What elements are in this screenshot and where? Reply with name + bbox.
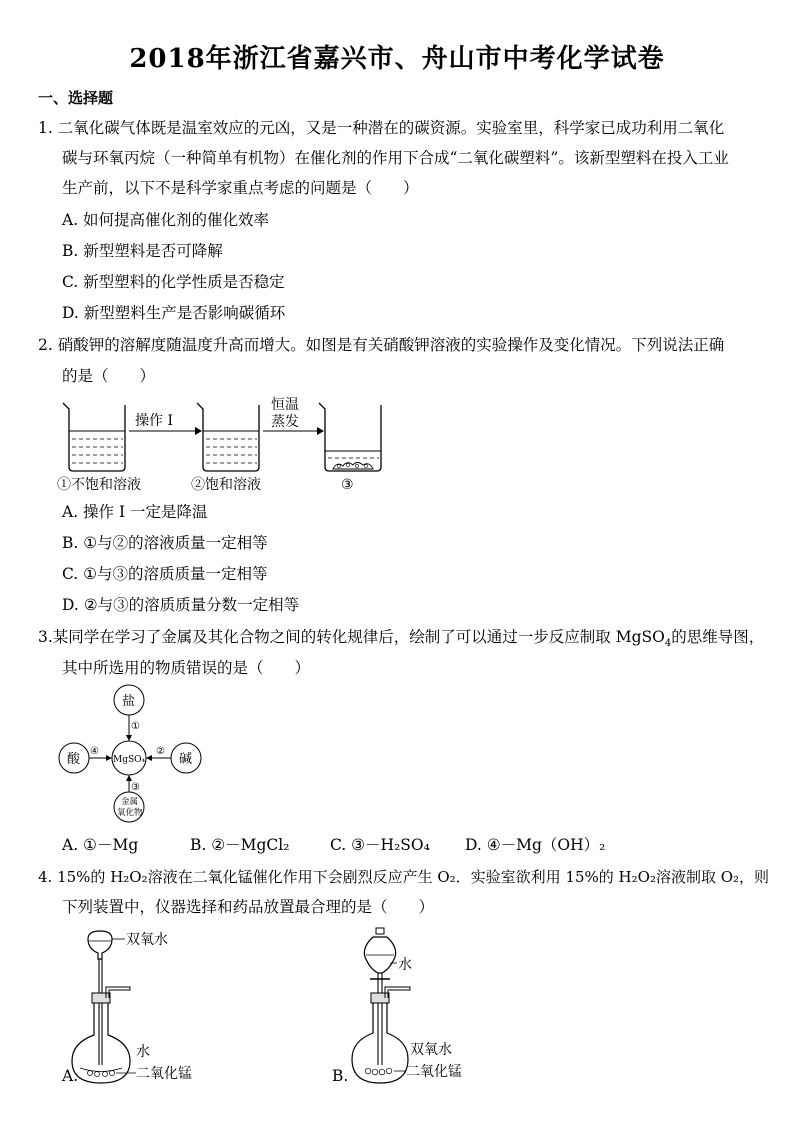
b-label-mno2: 二氧化锰 [406, 1064, 462, 1080]
beaker-2-label: ②饱和溶液 [191, 477, 261, 493]
q2-line-1: 2. 硝酸钾的溶解度随温度升高而增大。如图是有关硝酸钾溶液的实验操作及变化情况。下列说法正确 [38, 336, 725, 354]
q3-option-a: A. ①－Mg [62, 836, 139, 854]
page-title: 2018年浙江省嘉兴市、舟山市中考化学试卷 [129, 44, 665, 74]
svg-text:碱: 碱 [179, 752, 193, 767]
op1-label: 操作 I [135, 413, 173, 429]
svg-text:MgSO₄: MgSO₄ [113, 755, 146, 765]
beaker-2 [197, 403, 259, 471]
q4-line-2: 下列装置中，仪器选择和药品放置最合理的是（ ） [62, 898, 435, 916]
beaker-3 [319, 403, 381, 471]
q1-option-b: B. 新型塑料是否可降解 [62, 242, 223, 260]
op2-label-2: 蒸发 [271, 414, 299, 430]
q2-option-b: B. ①与②的溶液质量一定相等 [62, 534, 268, 552]
apparatus-a [50, 925, 230, 1085]
apparatus-a-letter: A. [62, 1067, 79, 1085]
b-label-water: 水 [398, 957, 412, 973]
svg-text:②: ② [156, 746, 165, 757]
beaker-3-label: ③ [341, 477, 354, 493]
svg-text:氧化物: 氧化物 [117, 808, 143, 818]
apparatus-b-letter: B. [332, 1067, 349, 1085]
b-label-h2o2: 双氧水 [410, 1042, 452, 1058]
q3-line-1: 3.某同学在学习了金属及其化合物之间的转化规律后，绘制了可以通过一步反应制取 MgSO$_4$的思维导图， [38, 628, 765, 650]
beaker-1 [63, 403, 125, 471]
q1-option-a: A. 如何提高催化剂的催化效率 [62, 211, 270, 229]
q3-line-2: 其中所选用的物质错误的是（ ） [62, 659, 311, 677]
svg-text:酸: 酸 [67, 752, 81, 767]
a-label-water: 水 [136, 1044, 150, 1060]
section-heading: 一、选择题 [38, 89, 114, 107]
q2-beaker-figure [55, 395, 385, 495]
svg-text:③: ③ [131, 782, 140, 793]
q3-option-d: D. ④－Mg（OH）₂ [465, 836, 606, 854]
q2-line-2: 的是（ ） [62, 367, 156, 385]
svg-text:①: ① [131, 721, 140, 732]
apparatus-b [340, 925, 520, 1085]
q3-option-b: B. ②－MgCl₂ [190, 836, 290, 854]
q1-line-3: 生产前，以下不是科学家重点考虑的问题是（ ） [62, 179, 419, 197]
q1-line-1: 1. 二氧化碳气体既是温室效应的元凶，又是一种潜在的碳资源。实验室里，科学家已成功利用二氧化 [38, 119, 725, 137]
a-label-h2o2: 双氧水 [126, 932, 168, 948]
q1-line-2: 碳与环氧丙烷（一种简单有机物）在催化剂的作用下合成“二氧化碳塑料”。该新型塑料在投入工业 [62, 149, 729, 167]
svg-text:金属: 金属 [121, 797, 139, 807]
beaker-1-label: ①不饱和溶液 [57, 477, 141, 493]
q2-option-d: D. ②与③的溶质质量分数一定相等 [62, 596, 300, 614]
op2-label-1: 恒温 [271, 397, 299, 413]
a-label-mno2: 二氧化锰 [136, 1066, 192, 1082]
q1-option-d: D. 新型塑料生产是否影响碳循环 [62, 304, 286, 322]
q3-option-c: C. ③－H₂SO₄ [330, 836, 430, 854]
q3-mind-map [52, 682, 212, 827]
q1-option-c: C. 新型塑料的化学性质是否稳定 [62, 273, 285, 291]
svg-text:盐: 盐 [122, 694, 136, 709]
q4-line-1: 4. 15%的 H₂O₂溶液在二氧化锰催化作用下会剧烈反应产生 O₂．实验室欲利用 15%的 H₂O₂溶液制取 O₂，则 [38, 868, 770, 886]
svg-text:④: ④ [90, 746, 99, 757]
q2-option-a: A. 操作 I 一定是降温 [62, 503, 208, 521]
q2-option-c: C. ①与③的溶质质量一定相等 [62, 565, 268, 583]
